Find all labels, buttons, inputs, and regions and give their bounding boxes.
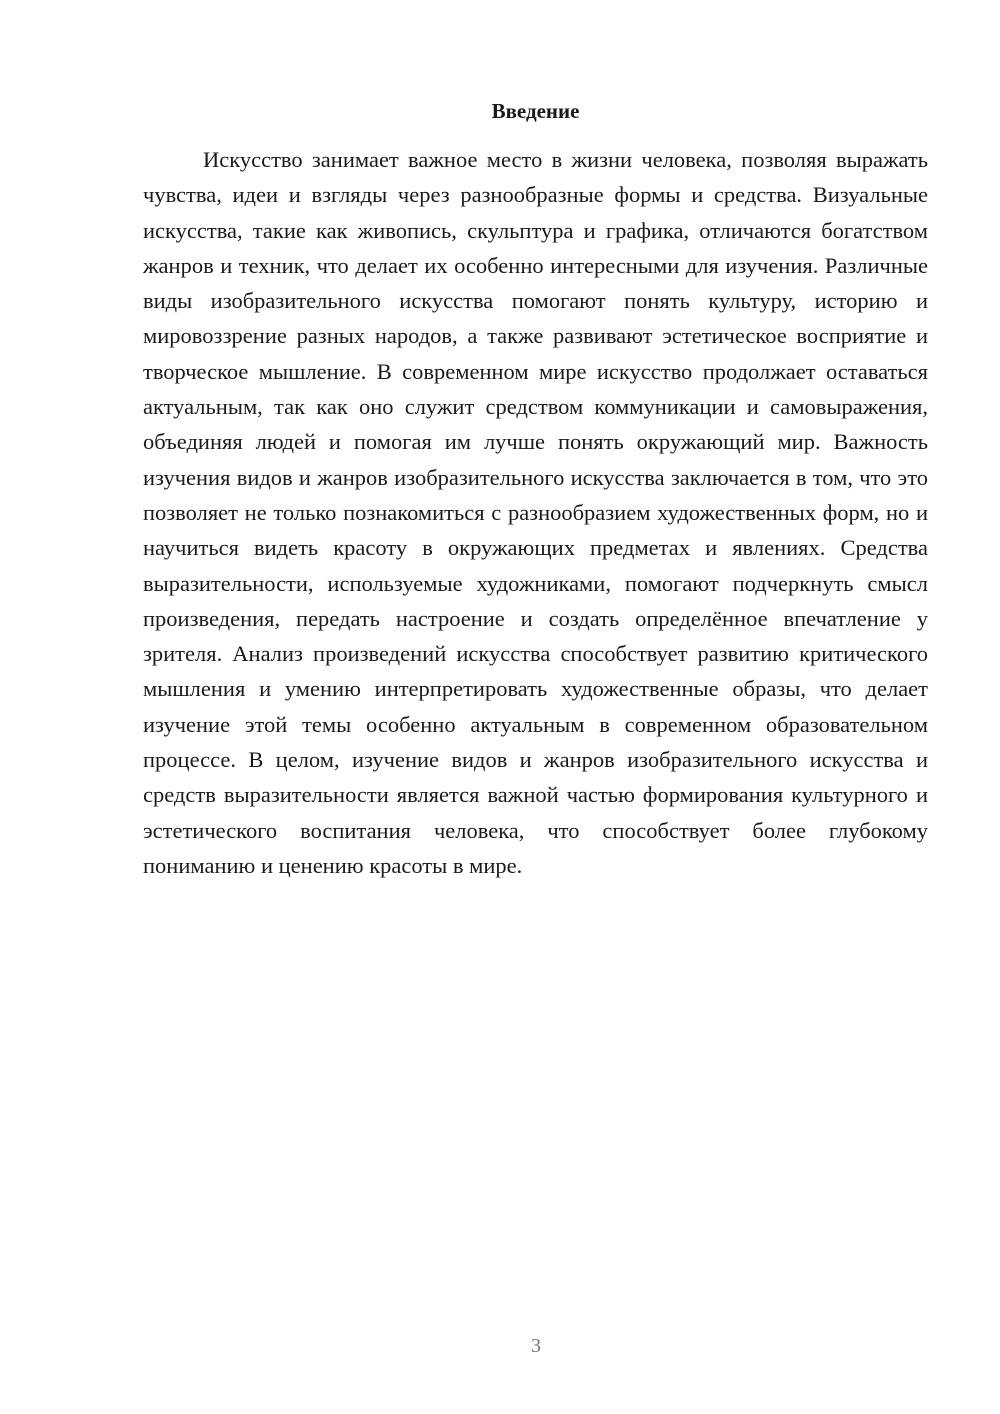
body-paragraph: Искусство занимает важное место в жизни человека, позволяя выражать чувства, идеи и взгляды через разнообразные формы и средства. Визуальные искусства, такие как живопись, скульптура и графика, отличаются богатством жанров и техник, что делает их особенно интересными для изучения. Различные виды изобразительного искусства помогают понять культуру, историю и мировоззрение разных народов, а также развивают эстетическое восприятие и творческое мышление. В современном мире искусство продолжает оставаться актуальным, так как оно служит средством коммуникации и самовыражения, объединяя людей и помогая им лучше понять окружающий мир. Важность изучения видов и жанров изобразительного искусства заключается в том, что это позволяет не только познакомиться с разнообразием художественных форм, но и научиться видеть красоту в окружающих предметах и явлениях. Средства выразительности, используемые художниками, помогают подчеркнуть смысл произведения, передать настроение и создать определённое впечатление у зрителя. Анализ произведений искусства способствует развитию критического мышления и умению интерпретировать художественные образы, что делает изучение этой темы особенно актуальным в современном образовательном процессе. В целом, изучение видов и жанров изобразительного искусства и средств выразительности является важной частью формирования культурного и эстетического воспитания человека, что способствует более глубокому пониманию и ценению красоты в мире. [143, 147, 928, 878]
page-number: 3 [531, 1335, 541, 1357]
page-title: Введение [491, 99, 580, 123]
